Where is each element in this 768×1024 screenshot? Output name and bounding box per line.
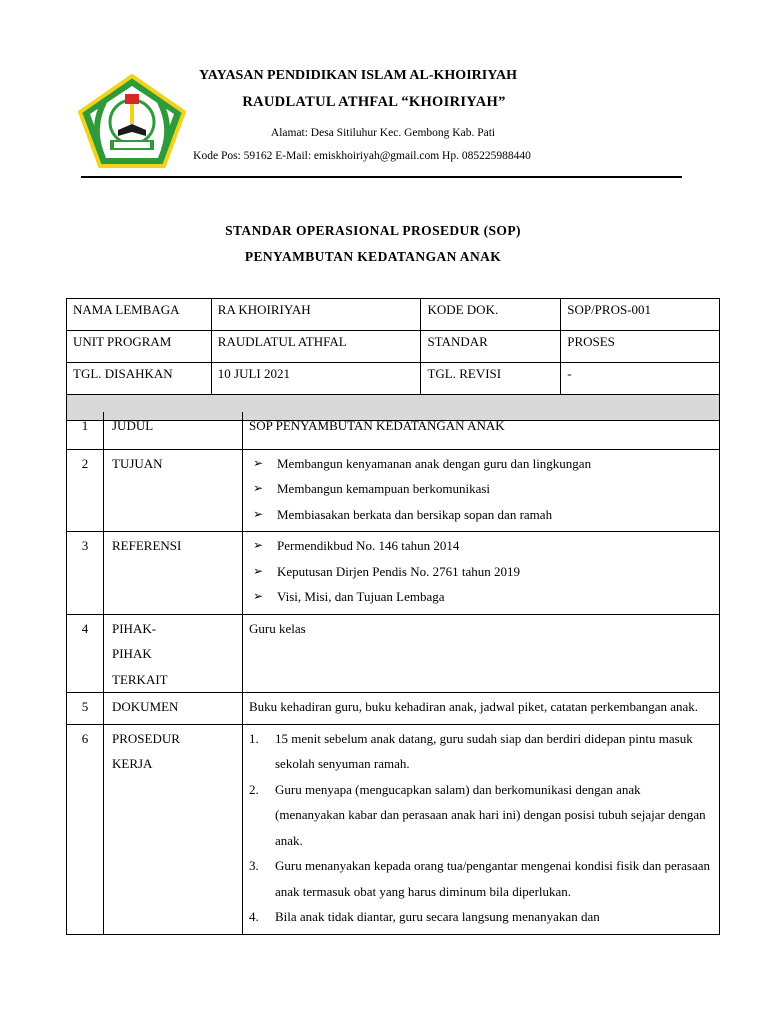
meta-value: 10 JULI 2021 <box>211 363 421 395</box>
row-label: JUDUL <box>104 412 243 449</box>
school-name: RAUDLATUL ATHFAL “KHOIRIYAH” <box>242 94 506 110</box>
list-item: ➢ Visi, Misi, dan Tujuan Lembaga <box>249 584 711 610</box>
bullet-list <box>249 533 711 610</box>
meta-row <box>67 363 720 395</box>
procedure-steps <box>249 726 711 930</box>
row-number: 2 <box>67 449 104 532</box>
arrow-bullet-icon: ➢ <box>253 481 264 495</box>
document-meta-table <box>66 298 720 421</box>
meta-value: RAUDLATUL ATHFAL <box>211 331 421 363</box>
arrow-bullet-icon: ➢ <box>253 506 264 521</box>
row-content <box>243 449 720 532</box>
sop-row-referensi <box>67 532 720 615</box>
foundation-name: YAYASAN PENDIDIKAN ISLAM AL-KHOIRIYAH <box>198 68 518 83</box>
sop-row-tujuan <box>67 449 720 532</box>
row-number: 6 <box>67 724 104 934</box>
list-item: 3. Guru menanyakan kepada orang tua/pengantar mengenai kondisi fisik dan perasaan anak termasuk obat yang harus diminum bila diperlukan. <box>249 858 710 899</box>
list-item: 4. Bila anak tidak diantar, guru secara langsung menanyakan dan <box>249 909 600 924</box>
arrow-bullet-icon: ➢ <box>253 538 264 552</box>
row-number: 3 <box>67 532 104 615</box>
row-label: REFERENSI <box>104 532 243 615</box>
row-content <box>243 724 720 934</box>
row-number: 4 <box>67 614 104 693</box>
row-label: TUJUAN <box>104 449 243 532</box>
row-content: SOP PENYAMBUTAN KEDATANGAN ANAK <box>243 412 720 449</box>
meta-label: TGL. REVISI <box>421 363 561 395</box>
letterhead-divider <box>81 176 682 178</box>
row-number: 1 <box>67 412 104 449</box>
meta-value: SOP/PROS-001 <box>561 299 720 331</box>
meta-label: TGL. DISAHKAN <box>67 363 212 395</box>
school-address: Alamat: Desa Sitiluhur Kec. Gembong Kab. Pati <box>270 127 496 139</box>
meta-value: - <box>561 363 720 395</box>
sop-row-prosedur-kerja <box>67 724 720 934</box>
bullet-list <box>249 451 711 528</box>
meta-value: PROSES <box>561 331 720 363</box>
list-item: ➢ Keputusan Dirjen Pendis No. 2761 tahun 2019 <box>249 559 711 585</box>
meta-value: RA KHOIRIYAH <box>211 299 421 331</box>
list-item: ➢ Membiasakan berkata dan bersikap sopan dan ramah <box>249 502 711 528</box>
sop-content-table <box>66 412 720 935</box>
meta-label: UNIT PROGRAM <box>67 331 212 363</box>
list-item: ➢ Permendikbud No. 146 tahun 2014 <box>249 533 711 559</box>
row-label: DOKUMEN <box>104 693 243 725</box>
meta-row <box>67 299 720 331</box>
sop-row-pihak-terkait <box>67 614 720 693</box>
meta-label: STANDAR <box>421 331 561 363</box>
arrow-bullet-icon: ➢ <box>253 563 264 578</box>
sop-row-judul <box>67 412 720 449</box>
document-title: STANDAR OPERASIONAL PROSEDUR (SOP) <box>225 223 521 238</box>
list-item: 2. Guru menyapa (mengucapkan salam) dan berkomunikasi dengan anak (menanyakan kabar dan perasaan anak hari ini) dengan posisi tubuh sejajar dengan anak. <box>249 781 706 848</box>
sop-row-dokumen <box>67 693 720 725</box>
arrow-bullet-icon: ➢ <box>253 589 264 603</box>
arrow-bullet-icon: ➢ <box>253 455 264 470</box>
row-number: 5 <box>67 693 104 725</box>
row-label: PIHAK- PIHAK TERKAIT <box>104 614 243 693</box>
row-label: PROSEDUR KERJA <box>104 724 243 934</box>
row-content: Buku kehadiran guru, buku kehadiran anak, jadwal piket, catatan perkembangan anak. <box>243 693 720 725</box>
row-content <box>243 532 720 615</box>
meta-label: KODE DOK. <box>421 299 561 331</box>
list-item: ➢ Membangun kemampuan berkomunikasi <box>249 476 711 502</box>
row-content: Guru kelas <box>243 614 720 693</box>
meta-label: NAMA LEMBAGA <box>67 299 212 331</box>
list-item: 1. 15 menit sebelum anak datang, guru sudah siap dan berdiri didepan pintu masuk sekolah senyuman ramah. <box>249 730 693 771</box>
meta-row <box>67 331 720 363</box>
list-item: ➢ Membangun kenyamanan anak dengan guru dan lingkungan <box>249 451 711 477</box>
school-contact: Kode Pos: 59162 E-Mail: emiskhoiriyah@gmail.com Hp. 085225988440 <box>193 150 531 162</box>
document-subtitle: PENYAMBUTAN KEDATANGAN ANAK <box>244 249 502 264</box>
